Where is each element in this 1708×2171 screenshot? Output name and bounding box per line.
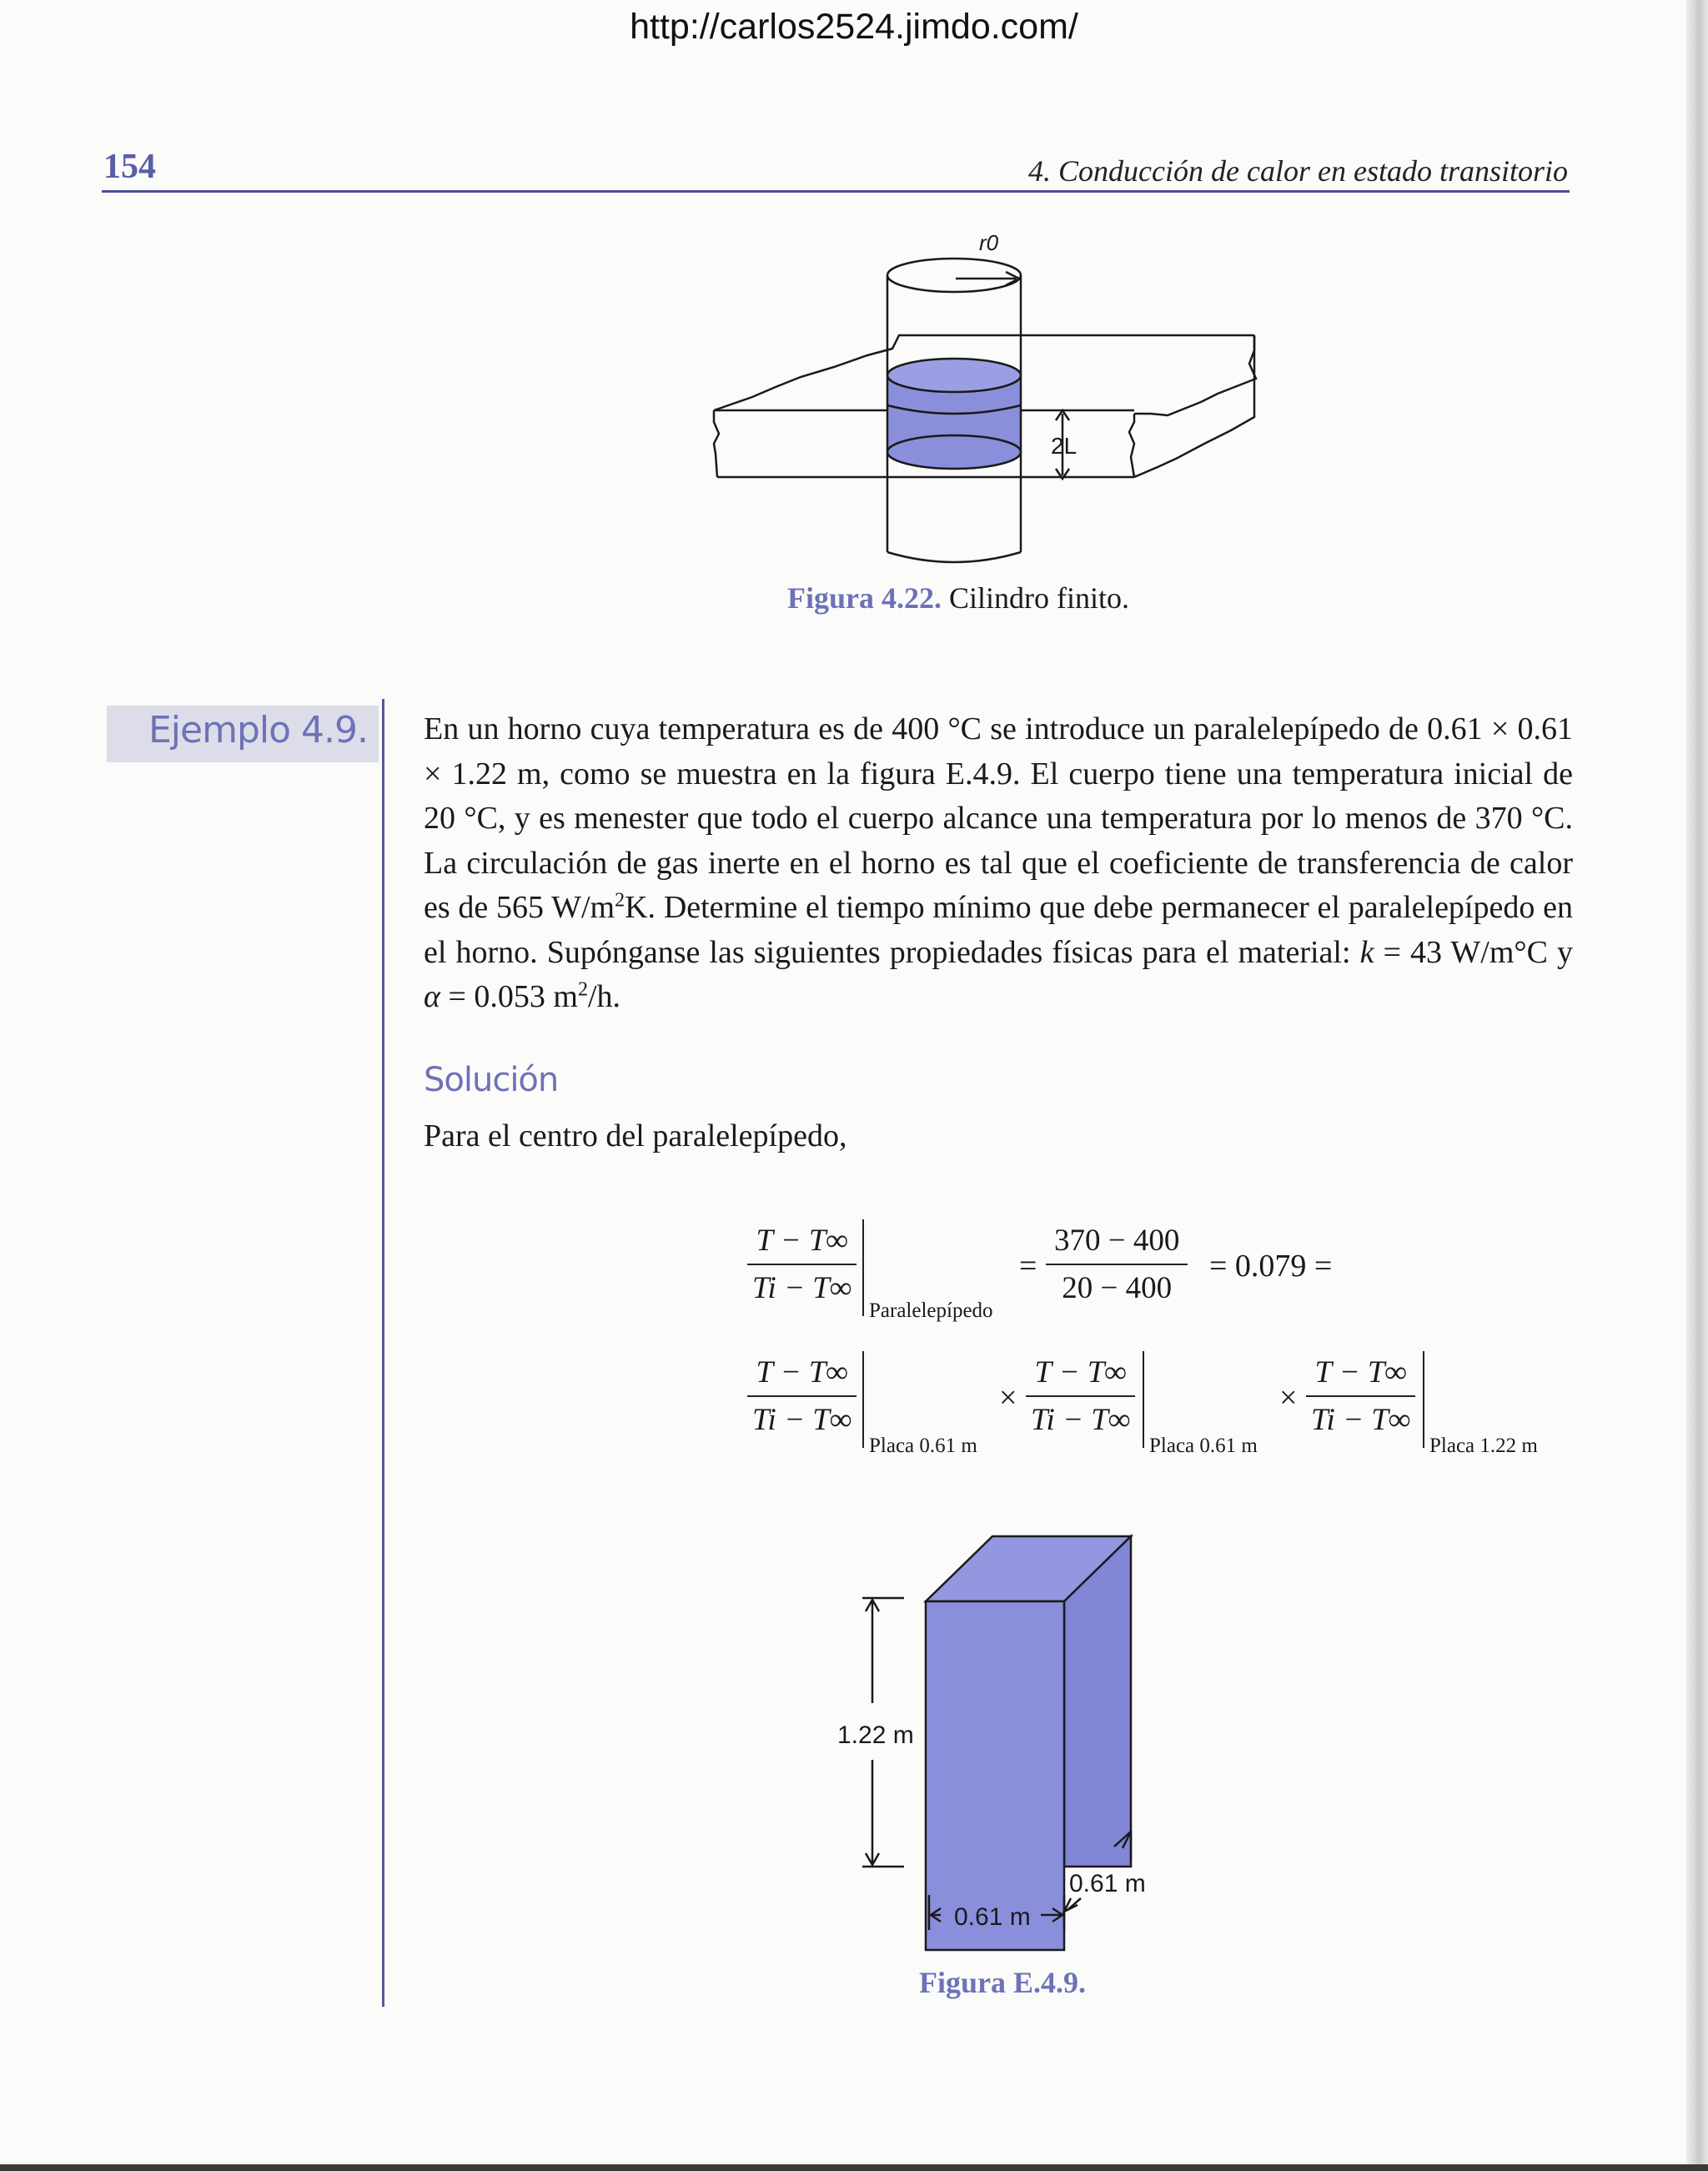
ratio-result: = 0.079 = <box>1209 1249 1333 1284</box>
thickness-label: 2L <box>1051 433 1078 459</box>
figure-caption-e49 <box>919 1965 1086 2000</box>
temperature-ratio-fraction: $\frac{T - T\infty}{Ti - T\infty}$ <box>747 1223 857 1306</box>
page-bottom-edge <box>0 2164 1708 2171</box>
figure-caption-text: Cilindro finito. <box>942 581 1129 615</box>
evaluation-bar <box>862 1351 864 1448</box>
page-edge-shadow <box>1686 0 1708 2171</box>
label-placa-a: Placa 0.61 m <box>869 1435 977 1457</box>
figure-finite-cylinder <box>701 225 1284 584</box>
times-sign: × <box>999 1380 1017 1415</box>
evaluation-bar <box>1423 1351 1424 1448</box>
figure-caption-label: Figura 4.22. <box>787 581 942 615</box>
source-url[interactable]: http://carlos2524.jimdo.com/ <box>630 7 1078 47</box>
label-placa-b: Placa 0.61 m <box>1149 1435 1258 1457</box>
solution-intro: Para el centro del paralelepípedo, <box>424 1118 847 1153</box>
width-label: 0.61 m <box>954 1903 1031 1931</box>
evaluation-bar <box>862 1219 864 1316</box>
times-sign: × <box>1279 1380 1298 1415</box>
label-paralelepipedo: Paralelepípedo <box>869 1299 993 1322</box>
page-number: 154 <box>103 148 156 186</box>
label-placa-c: Placa 1.22 m <box>1429 1435 1538 1457</box>
solution-heading: Solución <box>424 1061 559 1099</box>
height-label: 1.22 m <box>837 1721 914 1749</box>
figure-parallelepiped-base-dims <box>917 1818 1168 1943</box>
figure-caption-422 <box>787 580 1129 616</box>
example-label: Ejemplo 4.9. <box>148 709 368 751</box>
running-head: 4. Conducción de calor en estado transitorio <box>1028 154 1568 188</box>
problem-statement: En un horno cuya temperatura es de 400 °C se introduce un paralelepípedo de 0.61 × 0.61 × 1.22 m, como se muestra en la figura E.4.9. El cuerpo tiene una temperatura inicial de 20 °C, y es menester que todo el cuerpo alcance una temperatura por lo menos de 370 °C. La circulación de gas inerte en el horno es tal que el coeficiente de transferencia de calor es de 565 $W/m^2K$. Determine el tiempo mínimo que debe permanecer el paralelepípedo en el horno. Supónganse las siguientes propiedades físicas para el material: k = 43 W/m°C y α = 0.053 $m^2/h$. <box>424 711 1573 1014</box>
radius-label: r0 <box>979 230 999 255</box>
evaluation-bar <box>1143 1351 1144 1448</box>
temperature-ratio-placa-a: $\frac{T - T\infty}{Ti - T\infty}$ <box>747 1354 857 1438</box>
temperature-ratio-placa-b: $\frac{T - T\infty}{Ti - T\infty}$ <box>1026 1354 1135 1438</box>
numeric-fraction: $\frac{370 - 400}{20 - 400}$ <box>1046 1223 1188 1306</box>
header-rule <box>102 190 1570 193</box>
temperature-ratio-placa-c: $\frac{T - T\infty}{Ti - T\infty}$ <box>1306 1354 1415 1438</box>
example-side-rule <box>382 699 384 2007</box>
figure-caption-label: Figura E.4.9. <box>919 1966 1087 1999</box>
equals-sign: = <box>1019 1249 1037 1284</box>
depth-label: 0.61 m <box>1069 1870 1146 1897</box>
